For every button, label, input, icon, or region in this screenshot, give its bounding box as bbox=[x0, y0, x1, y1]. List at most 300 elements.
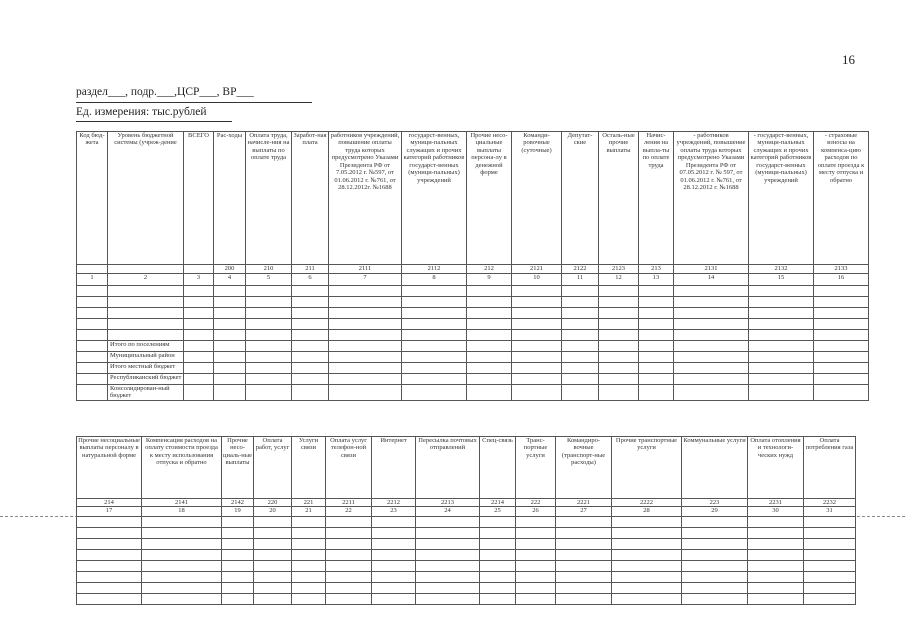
table-cell bbox=[292, 561, 326, 572]
table-row bbox=[77, 363, 869, 374]
t2-colnum-cell: 31 bbox=[804, 507, 856, 517]
table-cell bbox=[246, 308, 292, 319]
table-cell bbox=[674, 330, 749, 341]
table-cell bbox=[748, 561, 804, 572]
table-cell bbox=[556, 561, 612, 572]
table-cell bbox=[682, 572, 748, 583]
table-cell bbox=[562, 374, 599, 385]
table-cell bbox=[254, 572, 292, 583]
table-row bbox=[77, 308, 869, 319]
t2-colnum-cell: 25 bbox=[480, 507, 516, 517]
t1-header-cell: Заработ-ная плата bbox=[292, 132, 329, 265]
t1-code-cell: 213 bbox=[639, 265, 674, 274]
t1-header-cell: Команди-ровочные (суточные) bbox=[512, 132, 562, 265]
t1-code-cell bbox=[108, 265, 184, 274]
table-cell bbox=[682, 528, 748, 539]
table-cell bbox=[292, 539, 326, 550]
table-cell bbox=[372, 539, 416, 550]
table-cell bbox=[292, 308, 329, 319]
t2-code-cell: 2142 bbox=[222, 499, 254, 507]
t1-header-cell: Рас-ходы bbox=[214, 132, 246, 265]
table1-body bbox=[77, 286, 869, 401]
table-cell bbox=[599, 297, 639, 308]
table-cell bbox=[562, 385, 599, 401]
table-cell bbox=[682, 550, 748, 561]
table-cell bbox=[402, 319, 467, 330]
table-cell bbox=[467, 385, 512, 401]
t1-code-cell: 2122 bbox=[562, 265, 599, 274]
table-cell bbox=[246, 286, 292, 297]
table-cell bbox=[329, 330, 402, 341]
table-cell bbox=[599, 385, 639, 401]
table-cell bbox=[804, 572, 856, 583]
table-row bbox=[77, 319, 869, 330]
t1-code-cell: 2132 bbox=[749, 265, 814, 274]
table-cell bbox=[184, 352, 214, 363]
table-cell bbox=[329, 341, 402, 352]
units-line: Ед. измерения: тыс.рублей bbox=[76, 106, 207, 118]
table-cell bbox=[329, 363, 402, 374]
table-cell bbox=[516, 572, 556, 583]
table-cell bbox=[512, 374, 562, 385]
t1-header-cell: ВСЕГО bbox=[184, 132, 214, 265]
t1-colnum-cell: 4 bbox=[214, 274, 246, 286]
table-cell bbox=[77, 374, 108, 385]
t1-header-cell: Код бюд-жета bbox=[77, 132, 108, 265]
table-cell bbox=[562, 297, 599, 308]
table-cell bbox=[372, 528, 416, 539]
table-cell bbox=[814, 374, 869, 385]
table-cell bbox=[512, 330, 562, 341]
table-cell bbox=[639, 308, 674, 319]
table-cell bbox=[416, 517, 480, 528]
table-cell bbox=[748, 528, 804, 539]
table-cell bbox=[214, 352, 246, 363]
table-cell bbox=[326, 517, 372, 528]
table-cell bbox=[416, 539, 480, 550]
t2-header-cell: Интернет bbox=[372, 437, 416, 499]
table-cell bbox=[77, 308, 108, 319]
table-cell bbox=[562, 352, 599, 363]
table-cell bbox=[77, 319, 108, 330]
t1-header-cell: работников учреждений, повышение оплаты труда которых предусмотрено Указами Президента РФ от 7.05.2012 г. №597, от 01.06.2012 г. №761, от 28.12.2012г. №1688 bbox=[329, 132, 402, 265]
table-cell bbox=[516, 517, 556, 528]
table-cell bbox=[402, 297, 467, 308]
t1-header-cell: - государст-венных, муници-пальных служащих и прочих категорий работников государст-венных (муници-пальных) учреждений bbox=[749, 132, 814, 265]
table-cell bbox=[748, 550, 804, 561]
budget-table-2 bbox=[76, 436, 856, 605]
table-cell bbox=[184, 330, 214, 341]
t2-colnum-cell: 24 bbox=[416, 507, 480, 517]
page-number: 16 bbox=[842, 52, 855, 67]
table-cell bbox=[599, 319, 639, 330]
table-cell bbox=[77, 561, 142, 572]
table-cell bbox=[804, 528, 856, 539]
table-cell bbox=[814, 286, 869, 297]
table-cell bbox=[402, 374, 467, 385]
table1-header-row bbox=[77, 132, 869, 265]
table-cell bbox=[639, 297, 674, 308]
table-cell bbox=[480, 583, 516, 594]
t1-code-cell: 210 bbox=[246, 265, 292, 274]
table-cell bbox=[612, 528, 682, 539]
table-row bbox=[77, 385, 869, 401]
t2-code-cell: 2212 bbox=[372, 499, 416, 507]
table-cell bbox=[556, 594, 612, 605]
table-cell bbox=[329, 374, 402, 385]
table-cell bbox=[292, 572, 326, 583]
table-cell bbox=[254, 517, 292, 528]
table-cell bbox=[814, 319, 869, 330]
table-cell bbox=[480, 594, 516, 605]
row-label-cell: Итого местный бюджет bbox=[108, 363, 184, 374]
table-cell bbox=[416, 572, 480, 583]
t1-colnum-cell: 11 bbox=[562, 274, 599, 286]
t1-colnum-cell: 1 bbox=[77, 274, 108, 286]
table-cell bbox=[184, 297, 214, 308]
table-cell bbox=[467, 286, 512, 297]
row-label-cell: Итого по поселениям bbox=[108, 341, 184, 352]
row-label-cell: Республиканский бюджет bbox=[108, 374, 184, 385]
table-cell bbox=[516, 528, 556, 539]
table-cell bbox=[467, 374, 512, 385]
table-cell bbox=[292, 352, 329, 363]
table2-body bbox=[77, 517, 856, 605]
table-row bbox=[77, 583, 856, 594]
table-cell bbox=[467, 319, 512, 330]
row-label-cell bbox=[108, 330, 184, 341]
table-cell bbox=[77, 341, 108, 352]
table-cell bbox=[639, 330, 674, 341]
table-cell bbox=[612, 572, 682, 583]
row-label-cell bbox=[108, 286, 184, 297]
table-cell bbox=[748, 594, 804, 605]
table-cell bbox=[416, 594, 480, 605]
table-cell bbox=[292, 517, 326, 528]
table-cell bbox=[749, 286, 814, 297]
table-cell bbox=[562, 341, 599, 352]
table-cell bbox=[292, 385, 329, 401]
t1-colnum-cell: 9 bbox=[467, 274, 512, 286]
table-cell bbox=[77, 583, 142, 594]
table-row bbox=[77, 517, 856, 528]
table-cell bbox=[467, 308, 512, 319]
t2-code-cell: 2214 bbox=[480, 499, 516, 507]
t1-code-cell: 2123 bbox=[599, 265, 639, 274]
table-cell bbox=[639, 352, 674, 363]
t1-header-cell: Оплата труда, начисле-ния на выплаты по оплате труда bbox=[246, 132, 292, 265]
t1-code-cell: 2133 bbox=[814, 265, 869, 274]
table-cell bbox=[674, 308, 749, 319]
table-cell bbox=[562, 330, 599, 341]
t2-colnum-cell: 27 bbox=[556, 507, 612, 517]
table-cell bbox=[748, 583, 804, 594]
t2-colnum-cell: 26 bbox=[516, 507, 556, 517]
table-cell bbox=[639, 363, 674, 374]
table-cell bbox=[184, 319, 214, 330]
table-cell bbox=[222, 572, 254, 583]
table-cell bbox=[184, 385, 214, 401]
table-cell bbox=[467, 363, 512, 374]
t2-colnum-cell: 29 bbox=[682, 507, 748, 517]
t2-header-cell: Оплата отопления и технологи-ческих нужд bbox=[748, 437, 804, 499]
t2-code-cell: 2211 bbox=[326, 499, 372, 507]
t2-header-cell: Оплата потребления газа bbox=[804, 437, 856, 499]
table-row bbox=[77, 572, 856, 583]
table-cell bbox=[682, 561, 748, 572]
table-cell bbox=[77, 550, 142, 561]
table-cell bbox=[749, 341, 814, 352]
table-cell bbox=[254, 528, 292, 539]
table1-colnum-row bbox=[77, 274, 869, 286]
t1-colnum-cell: 14 bbox=[674, 274, 749, 286]
budget-table-1 bbox=[76, 131, 869, 401]
table-cell bbox=[556, 517, 612, 528]
table-cell bbox=[674, 319, 749, 330]
table-cell bbox=[749, 352, 814, 363]
table-cell bbox=[512, 341, 562, 352]
table-cell bbox=[639, 341, 674, 352]
table-cell bbox=[639, 319, 674, 330]
t1-code-cell: 211 bbox=[292, 265, 329, 274]
table-cell bbox=[599, 352, 639, 363]
table2-code-row bbox=[77, 499, 856, 507]
table-cell bbox=[214, 374, 246, 385]
table-cell bbox=[516, 594, 556, 605]
t1-code-cell bbox=[184, 265, 214, 274]
table-cell bbox=[222, 539, 254, 550]
table-cell bbox=[184, 363, 214, 374]
t1-header-cell: - страховые взносы на компенса-цию расходов по оплате проезда к месту отпуска и обратно bbox=[814, 132, 869, 265]
table-cell bbox=[77, 594, 142, 605]
table-cell bbox=[599, 330, 639, 341]
table-cell bbox=[184, 374, 214, 385]
t1-colnum-cell: 13 bbox=[639, 274, 674, 286]
t2-header-cell: Компенсация расходов на оплату стоимости проезда к месту использования отпуска и обратно bbox=[142, 437, 222, 499]
table-cell bbox=[292, 297, 329, 308]
t1-header-cell: Уровень бюджетной системы (учреж-дение bbox=[108, 132, 184, 265]
table-cell bbox=[214, 308, 246, 319]
row-label-cell: Консолидирован-ный бюджет bbox=[108, 385, 184, 401]
table-cell bbox=[222, 550, 254, 561]
table-cell bbox=[804, 583, 856, 594]
row-label-cell bbox=[108, 297, 184, 308]
t2-colnum-cell: 23 bbox=[372, 507, 416, 517]
table-cell bbox=[402, 341, 467, 352]
table-cell bbox=[516, 561, 556, 572]
table-cell bbox=[639, 286, 674, 297]
table-cell bbox=[749, 385, 814, 401]
table-cell bbox=[329, 308, 402, 319]
table-cell bbox=[480, 561, 516, 572]
t1-header-cell: Осталь-ные прочие выплаты bbox=[599, 132, 639, 265]
table-cell bbox=[214, 385, 246, 401]
table-cell bbox=[214, 297, 246, 308]
t2-colnum-cell: 30 bbox=[748, 507, 804, 517]
table-cell bbox=[142, 539, 222, 550]
table-cell bbox=[612, 550, 682, 561]
table-cell bbox=[292, 550, 326, 561]
table-cell bbox=[556, 550, 612, 561]
table-row bbox=[77, 297, 869, 308]
table-cell bbox=[142, 561, 222, 572]
table1-code-row bbox=[77, 265, 869, 274]
table-cell bbox=[326, 594, 372, 605]
table-cell bbox=[612, 517, 682, 528]
table-cell bbox=[612, 583, 682, 594]
table-cell bbox=[77, 297, 108, 308]
t1-colnum-cell: 12 bbox=[599, 274, 639, 286]
table-cell bbox=[682, 583, 748, 594]
table-cell bbox=[467, 352, 512, 363]
table-cell bbox=[639, 385, 674, 401]
t2-header-cell: Пересылка почтовых отправлений bbox=[416, 437, 480, 499]
table-cell bbox=[222, 594, 254, 605]
table-cell bbox=[246, 374, 292, 385]
table-cell bbox=[77, 385, 108, 401]
table-cell bbox=[254, 583, 292, 594]
table-cell bbox=[214, 363, 246, 374]
table-cell bbox=[512, 297, 562, 308]
table-cell bbox=[674, 374, 749, 385]
table-row bbox=[77, 330, 869, 341]
table-cell bbox=[556, 539, 612, 550]
t1-code-cell: 2112 bbox=[402, 265, 467, 274]
table-cell bbox=[512, 363, 562, 374]
table-cell bbox=[246, 330, 292, 341]
table-row bbox=[77, 594, 856, 605]
t1-colnum-cell: 10 bbox=[512, 274, 562, 286]
table-cell bbox=[749, 363, 814, 374]
t1-header-cell: - работников учреждений, повышение оплаты труда которых предусмотрено Указами Президента РФ от 07.05.2012 г. № 597, от 01.06.2012 г. №761, от 28.12.2012 г. №1688 bbox=[674, 132, 749, 265]
table-cell bbox=[254, 539, 292, 550]
t2-header-cell: Прочие транспортные услуги bbox=[612, 437, 682, 499]
table-cell bbox=[254, 594, 292, 605]
table-cell bbox=[372, 594, 416, 605]
table-cell bbox=[402, 363, 467, 374]
table-cell bbox=[142, 583, 222, 594]
t2-code-cell: 2231 bbox=[748, 499, 804, 507]
t2-code-cell: 214 bbox=[77, 499, 142, 507]
table-cell bbox=[77, 528, 142, 539]
table-row bbox=[77, 539, 856, 550]
table-cell bbox=[480, 517, 516, 528]
table-cell bbox=[516, 583, 556, 594]
table-cell bbox=[246, 363, 292, 374]
t2-code-cell: 221 bbox=[292, 499, 326, 507]
table-cell bbox=[612, 594, 682, 605]
table-cell bbox=[804, 594, 856, 605]
table-cell bbox=[77, 286, 108, 297]
table-cell bbox=[292, 528, 326, 539]
table-cell bbox=[326, 539, 372, 550]
units-underline bbox=[76, 121, 232, 122]
table-row bbox=[77, 286, 869, 297]
table-cell bbox=[184, 286, 214, 297]
row-label-cell: Муниципальный район bbox=[108, 352, 184, 363]
table-cell bbox=[749, 297, 814, 308]
table2-header-row bbox=[77, 437, 856, 499]
table-cell bbox=[246, 297, 292, 308]
table-cell bbox=[214, 319, 246, 330]
table-cell bbox=[77, 352, 108, 363]
table-cell bbox=[222, 517, 254, 528]
table-cell bbox=[326, 550, 372, 561]
table-cell bbox=[814, 385, 869, 401]
table-cell bbox=[562, 363, 599, 374]
table-cell bbox=[77, 539, 142, 550]
table-cell bbox=[562, 286, 599, 297]
table-cell bbox=[254, 550, 292, 561]
table-cell bbox=[142, 550, 222, 561]
table-cell bbox=[674, 341, 749, 352]
table-cell bbox=[512, 286, 562, 297]
t2-code-cell: 222 bbox=[516, 499, 556, 507]
table-cell bbox=[804, 550, 856, 561]
table-cell bbox=[329, 319, 402, 330]
table-cell bbox=[214, 330, 246, 341]
table-cell bbox=[416, 561, 480, 572]
table-cell bbox=[814, 363, 869, 374]
table-cell bbox=[246, 319, 292, 330]
row-label-cell bbox=[108, 308, 184, 319]
table-cell bbox=[512, 308, 562, 319]
table-row bbox=[77, 550, 856, 561]
table-cell bbox=[674, 352, 749, 363]
t1-header-cell: государст-венных, муници-пальных служащих и прочих категорий работников государст-венных (муници-пальных) учреждений bbox=[402, 132, 467, 265]
t2-header-cell: Услуги связи bbox=[292, 437, 326, 499]
row-label-cell bbox=[108, 319, 184, 330]
t1-code-cell: 2121 bbox=[512, 265, 562, 274]
table-cell bbox=[480, 572, 516, 583]
t2-colnum-cell: 19 bbox=[222, 507, 254, 517]
table-cell bbox=[326, 561, 372, 572]
table-cell bbox=[142, 594, 222, 605]
t2-header-cell: Спец-связь bbox=[480, 437, 516, 499]
table-row bbox=[77, 561, 856, 572]
table-cell bbox=[372, 583, 416, 594]
table-cell bbox=[142, 528, 222, 539]
table-cell bbox=[562, 319, 599, 330]
table-cell bbox=[562, 308, 599, 319]
table-cell bbox=[682, 539, 748, 550]
table-cell bbox=[467, 297, 512, 308]
t2-header-cell: Оплата работ, услуг bbox=[254, 437, 292, 499]
table-cell bbox=[599, 308, 639, 319]
table-cell bbox=[480, 539, 516, 550]
section-line: раздел___, подр.___,ЦСР___, ВР___ bbox=[76, 86, 254, 98]
table-row bbox=[77, 374, 869, 385]
table-cell bbox=[372, 572, 416, 583]
t2-colnum-cell: 28 bbox=[612, 507, 682, 517]
t1-colnum-cell: 16 bbox=[814, 274, 869, 286]
t2-code-cell: 220 bbox=[254, 499, 292, 507]
table-cell bbox=[674, 286, 749, 297]
t2-header-cell: Оплата услуг телефон-ной связи bbox=[326, 437, 372, 499]
table-cell bbox=[814, 341, 869, 352]
t1-header-cell: Прочие несо-циальные выплаты персона-лу в денежной форме bbox=[467, 132, 512, 265]
table-cell bbox=[674, 297, 749, 308]
t2-code-cell: 223 bbox=[682, 499, 748, 507]
t1-code-cell bbox=[77, 265, 108, 274]
table-cell bbox=[292, 319, 329, 330]
t1-code-cell: 2131 bbox=[674, 265, 749, 274]
table-cell bbox=[682, 517, 748, 528]
t2-header-cell: Прочие несоциальные выплаты персоналу в натуральной форме bbox=[77, 437, 142, 499]
table-cell bbox=[329, 385, 402, 401]
table-cell bbox=[329, 352, 402, 363]
t2-header-cell: Прочие несо-циаль-ные выплаты bbox=[222, 437, 254, 499]
